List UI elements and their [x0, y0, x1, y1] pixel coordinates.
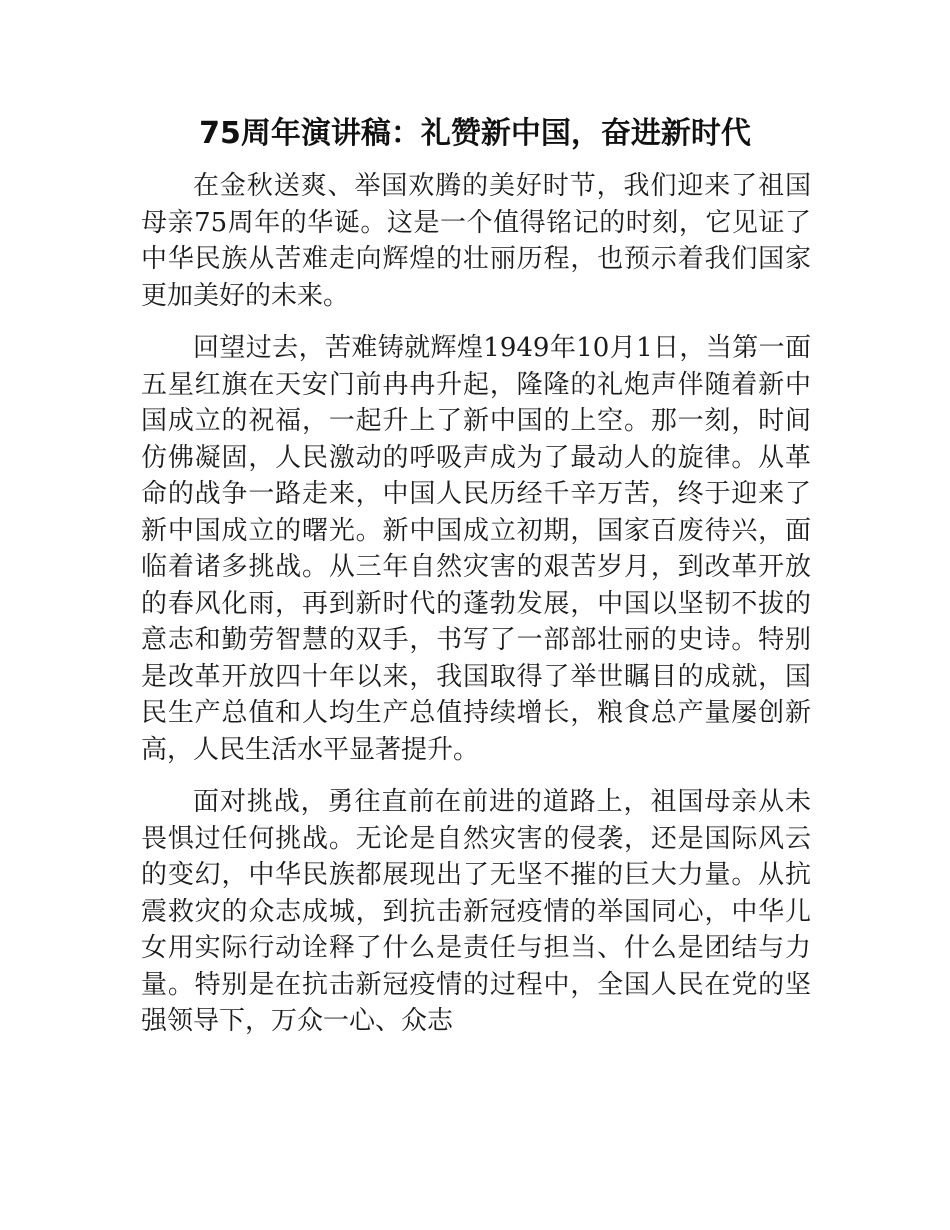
document-title: 75周年演讲稿：礼赞新中国，奋进新时代 — [199, 116, 751, 151]
paragraph-3: 面对挑战，勇往直前在前进的道路上，祖国母亲从未畏惧过任何挑战。无论是自然灾害的侵袭，还是国际风云的变幻，中华民族都展现出了无坚不摧的巨大力量。从抗震救灾的众志成城，到抗击新冠疫情的举国同心，中华儿女用实际行动诠释了什么是责任与担当、什么是团结与力量。特别是在抗击新冠疫情的过程中，全国人民在党的坚强领导下，万众一心、众志 — [141, 787, 811, 1036]
paragraph-1: 在金秋送爽、举国欢腾的美好时节，我们迎来了祖国母亲75周年的华诞。这是一个值得铭记的时刻，它见证了中华民族从苦难走向辉煌的壮丽历程，也预示着我们国家更加美好的未来。 — [141, 171, 811, 311]
paragraph-2: 回望过去，苦难铸就辉煌1949年10月1日，当第一面五星红旗在天安门前冉冉升起，隆隆的礼炮声伴随着新中国成立的祝福，一起升上了新中国的上空。那一刻，时间仿佛凝固，人民激动的呼吸声成为了最动人的旋律。从革命的战争一路走来，中国人民历经千辛万苦，终于迎来了新中国成立的曙光。新中国成立初期，国家百废待兴，面临着诸多挑战。从三年自然灾害的艰苦岁月，到改革开放的春风化雨，再到新时代的蓬勃发展，中国以坚韧不拔的意志和勤劳智慧的双手，书写了一部部壮丽的史诗。特别是改革开放四十年以来，我国取得了举世瞩目的成就，国民生产总值和人均生产总值持续增长，粮食总产量屡创新高，人民生活水平显著提升。 — [141, 333, 811, 765]
document-body — [141, 168, 811, 1056]
